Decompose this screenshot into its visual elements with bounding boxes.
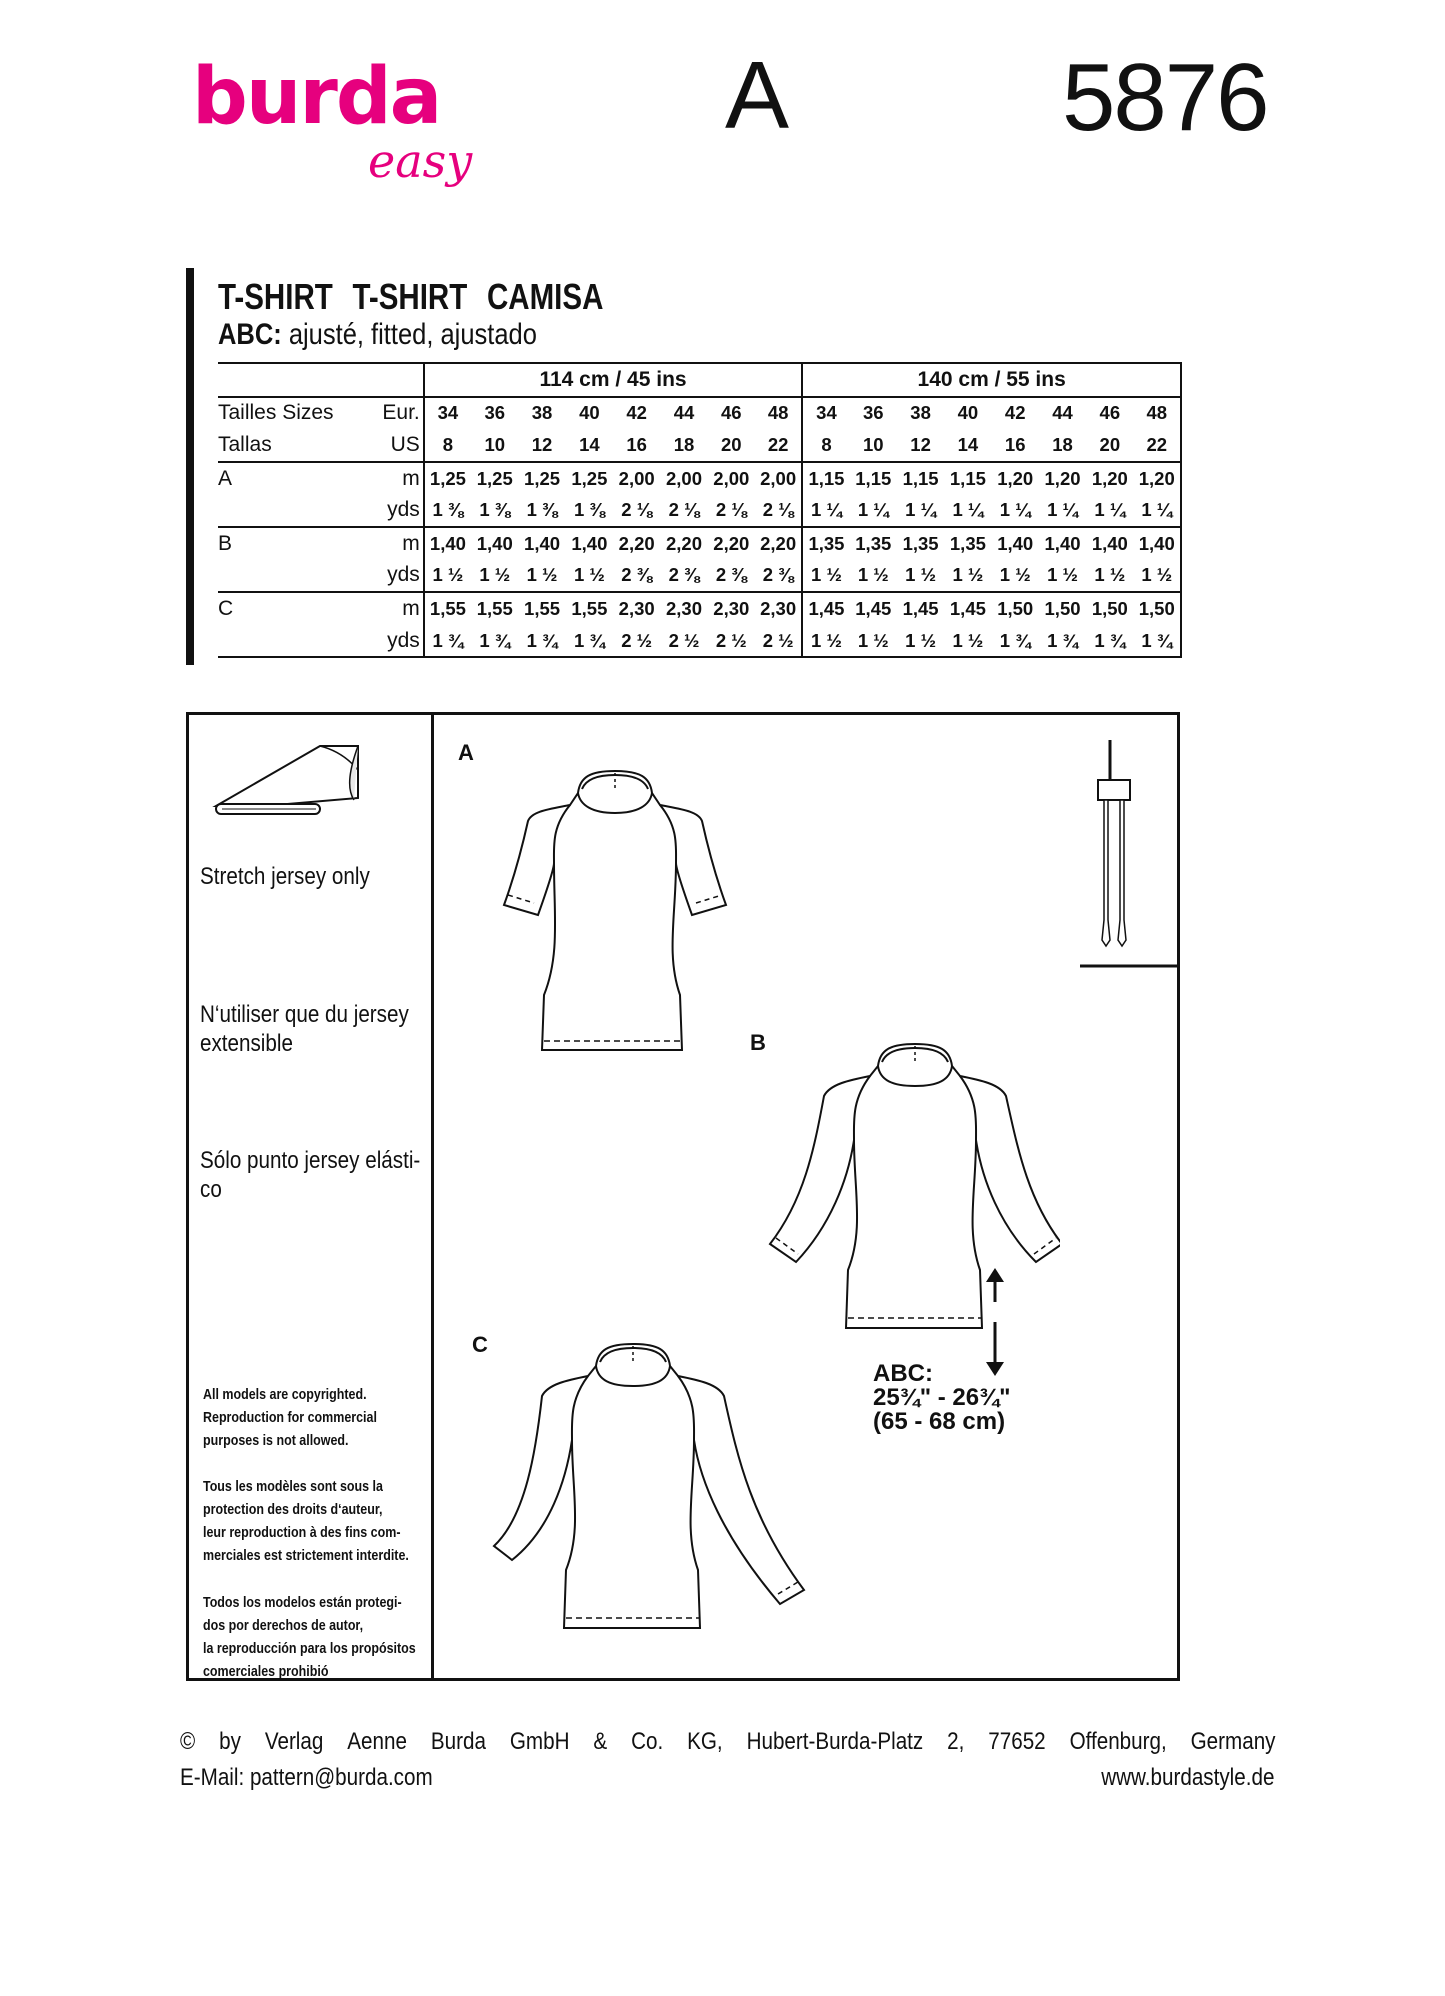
garment-title: T-SHIRT T-SHIRT CAMISA	[218, 276, 604, 317]
eur-label: Eur.	[368, 397, 424, 430]
eur-size: 38	[897, 397, 944, 430]
meters-value: 1,15	[802, 462, 849, 495]
publisher-line	[180, 1728, 1276, 1756]
meters-value: 2,20	[660, 527, 707, 560]
yards-value: 1 ½	[802, 625, 849, 658]
meters-value: 1,40	[1086, 527, 1133, 560]
fabric-note-line: N‘utiliser que du jersey	[200, 1001, 409, 1028]
yards-value: 1 ¼	[811, 499, 842, 521]
meters-value: 1,15	[850, 462, 897, 495]
meters-value: 1,55	[471, 592, 518, 625]
eur-size: 44	[1039, 397, 1086, 430]
fabric-note-fr	[200, 1000, 409, 1058]
yards-value: 2 ⅛	[715, 499, 747, 521]
eur-size: 46	[708, 397, 755, 430]
meters-value: 1,55	[518, 592, 565, 625]
yards-value: 2 ⅜	[621, 564, 653, 586]
meters-value: 2,20	[708, 527, 755, 560]
publisher-word: Hubert-Burda-Platz	[746, 1728, 924, 1755]
us-size: 16	[1004, 433, 1026, 455]
yards-value: 1 ½	[1047, 564, 1078, 586]
view-row-label: A	[218, 462, 368, 495]
meters-value: 1,45	[802, 592, 849, 625]
copyright-fr	[203, 1476, 409, 1568]
publisher-word: 77652	[988, 1728, 1046, 1755]
view-row-label: C	[218, 592, 368, 625]
yards-value: 1 ¾	[566, 625, 613, 658]
yards-value: 1 ¼	[1094, 499, 1126, 521]
publisher-word: &	[593, 1728, 608, 1755]
yards-value: 2 ½	[755, 625, 802, 658]
publisher-word: Verlag	[264, 1728, 324, 1755]
yards-value: 1 ½	[944, 625, 991, 658]
publisher-word: Burda	[430, 1728, 486, 1755]
meters-value: 2,20	[755, 527, 802, 560]
yards-value: 1 ½	[999, 564, 1031, 586]
us-size: 8	[821, 433, 832, 455]
publisher-word: 2,	[947, 1728, 965, 1755]
meters-value: 1,50	[1086, 592, 1133, 625]
eur-size: 36	[850, 397, 897, 430]
publisher-word: KG,	[687, 1728, 723, 1755]
logo-easy: easy	[368, 134, 473, 188]
copyright-note-line: All models are copyrighted.	[203, 1387, 367, 1403]
twin-needle-icon	[1080, 740, 1180, 980]
yards-value: 1 ¼	[1047, 499, 1078, 521]
view-row-label: B	[218, 527, 368, 560]
meters-value: 1,45	[850, 592, 897, 625]
copyright-note-line: Todos los modelos están protegi-	[203, 1595, 402, 1611]
garment-b-drawing	[760, 1040, 1060, 1340]
eur-size: 48	[1134, 397, 1182, 430]
meters-value: 1,40	[1134, 527, 1182, 560]
meters-value: 1,25	[471, 462, 518, 495]
copyright-es	[203, 1592, 416, 1684]
length-views: ABC:	[873, 1360, 933, 1387]
meters-value: 1,40	[992, 527, 1039, 560]
contact-email: E-Mail: pattern@burda.com	[180, 1764, 433, 1791]
us-size: 16	[626, 433, 647, 455]
us-size: 18	[1052, 433, 1073, 455]
meters-value: 1,25	[518, 462, 565, 495]
meters-value: 2,00	[660, 462, 707, 495]
copyright-note-line: protection des droits d‘auteur,	[203, 1502, 383, 1518]
finished-length	[873, 1362, 1011, 1434]
yards-value: 1 ¼	[952, 499, 984, 521]
us-size: 20	[1099, 433, 1121, 455]
copyright-note-line: merciales est strictement interdite.	[203, 1548, 409, 1564]
meters-value: 1,50	[992, 592, 1039, 625]
yards-value: 1 ¼	[857, 499, 889, 521]
us-size: 14	[957, 433, 979, 455]
pattern-number: 5876	[1062, 44, 1268, 151]
yards-value: 1 ½	[1134, 560, 1182, 593]
copyright-note-line: comerciales prohibió	[203, 1664, 329, 1680]
eur-size: 46	[1086, 397, 1133, 430]
yards-value: 2 ½	[708, 625, 755, 658]
fabric-note-line: Sólo punto jersey elásti-	[200, 1147, 421, 1174]
yards-value: 1 ⅜	[526, 499, 558, 521]
eur-size: 42	[992, 397, 1039, 430]
meters-value: 2,30	[708, 592, 755, 625]
fabric-note-line: Stretch jersey only	[200, 863, 370, 890]
eur-size: 36	[471, 397, 518, 430]
view-row-spacer	[218, 494, 368, 527]
garment-a-drawing	[470, 765, 760, 1065]
unit-yds: yds	[368, 494, 424, 527]
meters-value: 1,40	[566, 527, 613, 560]
us-size: 22	[755, 429, 802, 462]
meters-value: 1,35	[850, 527, 897, 560]
publisher-word: Germany	[1190, 1728, 1276, 1755]
view-label-a: A	[458, 740, 474, 765]
length-cm: (65 - 68 cm)	[873, 1408, 1006, 1435]
view-row-spacer	[218, 560, 368, 593]
yards-value: 1 ⅜	[573, 499, 605, 521]
fabric-width-114: 114 cm / 45 ins	[424, 363, 803, 397]
table-corner	[368, 363, 424, 397]
meters-value: 1,50	[1134, 592, 1182, 625]
yards-value: 2 ⅜	[668, 564, 700, 586]
yards-value: 2 ⅛	[755, 494, 802, 527]
meters-value: 1,25	[424, 462, 471, 495]
envelope-view-letter: A	[725, 42, 790, 149]
panel-divider	[431, 712, 434, 1681]
us-size: 10	[862, 433, 884, 455]
sizes-label: Tailles Sizes	[218, 397, 368, 430]
yards-value: 1 ¾	[1039, 625, 1086, 658]
meters-value: 1,35	[944, 527, 991, 560]
yards-value: 2 ⅜	[755, 560, 802, 593]
us-size: 18	[673, 433, 695, 455]
meters-value: 1,25	[566, 462, 613, 495]
meters-value: 2,20	[613, 527, 660, 560]
us-size: 12	[910, 433, 931, 455]
fit-views: ABC:	[218, 318, 282, 351]
fabric-note-line: co	[200, 1176, 222, 1203]
meters-value: 1,50	[1039, 592, 1086, 625]
copyright-note-line: leur reproduction à des fins com-	[203, 1525, 401, 1541]
yards-value: 1 ¼	[905, 499, 937, 521]
copyright-note-line: Reproduction for commercial	[203, 1410, 377, 1426]
yards-value: 2 ½	[613, 625, 660, 658]
fit-description	[218, 318, 537, 352]
garment-c-drawing	[486, 1340, 816, 1640]
publisher-word: Aenne	[347, 1728, 407, 1755]
us-size: 8	[442, 433, 454, 455]
burda-easy-logo	[192, 52, 502, 218]
fabric-bolt-icon	[208, 728, 368, 818]
copyright-note-line: Tous les modèles sont sous la	[203, 1479, 383, 1495]
publisher-word: Offenburg,	[1069, 1728, 1167, 1755]
copyright-en	[203, 1384, 377, 1453]
yards-value: 1 ¼	[1134, 494, 1182, 527]
eur-size: 48	[755, 397, 802, 430]
length-inches: 25¾" - 26¾"	[873, 1384, 1011, 1411]
meters-value: 1,35	[897, 527, 944, 560]
eur-size: 34	[802, 397, 849, 430]
view-label-b: B	[750, 1030, 766, 1055]
meters-value: 1,40	[424, 527, 471, 560]
meters-value: 1,20	[1134, 462, 1182, 495]
website: www.burdastyle.de	[1100, 1764, 1274, 1791]
eur-size: 40	[944, 397, 991, 430]
unit-yds: yds	[368, 560, 424, 593]
yards-value: 1 ½	[573, 564, 605, 586]
yards-value: 1 ½	[432, 564, 464, 586]
publisher-word: by	[219, 1728, 241, 1755]
logo-wordmark: burda	[192, 52, 441, 142]
meters-value: 1,20	[992, 462, 1039, 495]
meters-value: 1,40	[518, 527, 565, 560]
eur-size: 40	[566, 397, 613, 430]
yards-value: 1 ¾	[518, 625, 565, 658]
eur-size: 44	[660, 397, 707, 430]
meters-value: 1,55	[566, 592, 613, 625]
tallas-label: Tallas	[218, 432, 272, 456]
us-size: 22	[1134, 429, 1182, 462]
meters-value: 2,00	[708, 462, 755, 495]
us-size: 10	[484, 433, 506, 455]
meters-value: 1,15	[897, 462, 944, 495]
eur-size: 34	[424, 397, 471, 430]
yards-value: 1 ½	[811, 564, 842, 586]
meters-value: 2,00	[613, 462, 660, 495]
unit-m: m	[368, 527, 424, 560]
fabric-note-es	[200, 1146, 420, 1204]
yards-value: 1 ⅜	[479, 499, 511, 521]
yards-value: 2 ½	[660, 625, 707, 658]
meters-value: 1,45	[944, 592, 991, 625]
yards-value: 1 ⅜	[432, 499, 464, 521]
yards-value: 1 ¾	[992, 625, 1039, 658]
yards-value: 2 ⅜	[715, 564, 747, 586]
yards-value: 2 ⅛	[668, 499, 700, 521]
yards-value: 1 ½	[905, 564, 937, 586]
yardage-table	[218, 362, 1182, 658]
meters-value: 1,15	[944, 462, 991, 495]
publisher-words	[180, 1728, 1276, 1756]
publisher-word: GmbH	[509, 1728, 570, 1755]
unit-m: m	[368, 592, 424, 625]
meters-value: 2,30	[660, 592, 707, 625]
copyright-note-line: la reproducción para los propósitos	[203, 1641, 416, 1657]
fit-text: ajusté, fitted, ajustado	[281, 318, 537, 351]
meters-value: 2,30	[755, 592, 802, 625]
meters-value: 2,00	[755, 462, 802, 495]
unit-yds: yds	[368, 625, 424, 658]
us-size: 20	[721, 433, 742, 455]
yards-value: 1 ¾	[471, 625, 518, 658]
fabric-note-en	[200, 862, 370, 891]
title-accent-bar	[186, 268, 194, 665]
meters-value: 1,20	[1086, 462, 1133, 495]
unit-m: m	[368, 462, 424, 495]
yards-value: 1 ½	[897, 625, 944, 658]
eur-size: 42	[613, 397, 660, 430]
view-row-spacer	[218, 625, 368, 658]
yards-value: 2 ⅛	[621, 499, 653, 521]
view-label-c: C	[472, 1332, 488, 1357]
yards-value: 1 ½	[1094, 564, 1126, 586]
yards-value: 1 ½	[526, 564, 558, 586]
meters-value: 1,20	[1039, 462, 1086, 495]
publisher-word: ©	[180, 1728, 196, 1755]
yards-value: 1 ½	[479, 564, 511, 586]
meters-value: 2,30	[613, 592, 660, 625]
yards-value: 1 ¾	[424, 625, 471, 658]
yards-value: 1 ¾	[1086, 625, 1133, 658]
meters-value: 1,55	[424, 592, 471, 625]
yards-value: 1 ½	[850, 625, 897, 658]
us-size: 12	[531, 433, 553, 455]
publisher-word: Co.	[631, 1728, 664, 1755]
copyright-note-line: dos por derechos de autor,	[203, 1618, 364, 1634]
meters-value: 1,40	[1039, 527, 1086, 560]
meters-value: 1,40	[471, 527, 518, 560]
us-size: 14	[579, 433, 600, 455]
yards-value: 1 ½	[952, 564, 984, 586]
yards-value: 1 ¼	[999, 499, 1031, 521]
eur-size: 38	[518, 397, 565, 430]
fabric-note-line: extensible	[200, 1030, 293, 1057]
fabric-width-140: 140 cm / 55 ins	[802, 363, 1181, 397]
yards-value: 1 ¾	[1134, 625, 1182, 658]
meters-value: 1,35	[802, 527, 849, 560]
us-label: US	[368, 429, 424, 462]
table-corner	[218, 363, 368, 397]
copyright-note-line: purposes is not allowed.	[203, 1433, 349, 1449]
yards-value: 1 ½	[857, 564, 889, 586]
meters-value: 1,45	[897, 592, 944, 625]
